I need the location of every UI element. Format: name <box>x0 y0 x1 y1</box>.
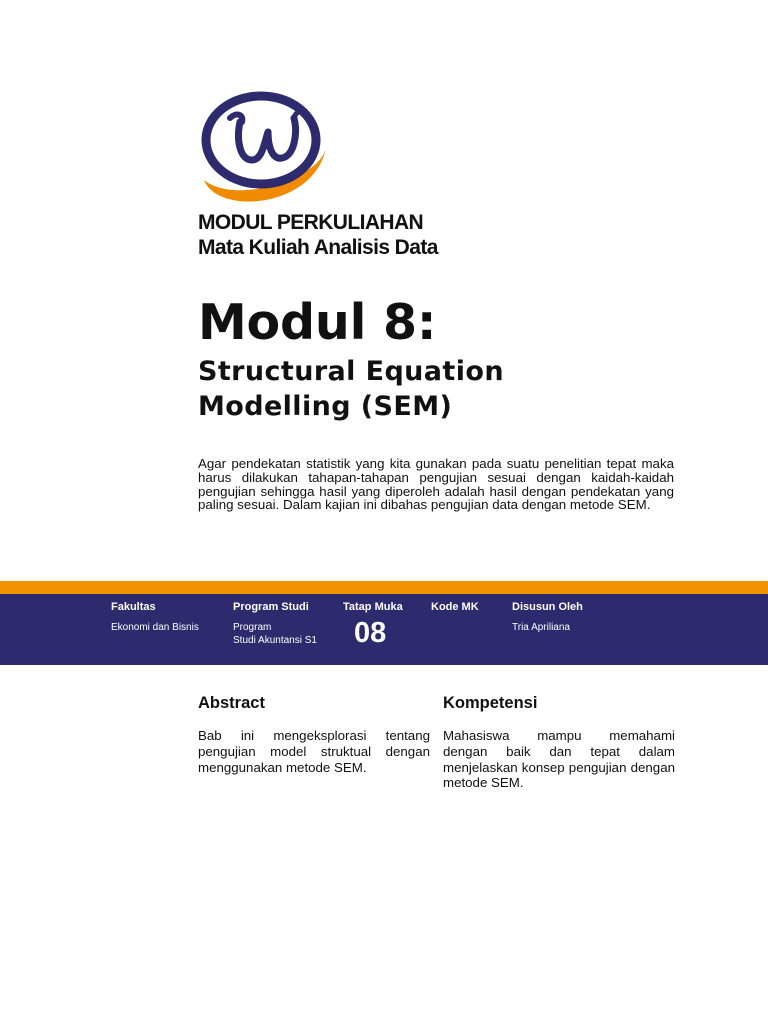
tatap-muka-value: 08 <box>354 617 387 649</box>
module-subtitle-line2: Modelling (SEM) <box>198 391 453 422</box>
course-info-band <box>0 594 768 665</box>
fakultas-label: Fakultas <box>111 601 156 613</box>
modul-perkuliahan-label: MODUL PERKULIAHAN <box>198 211 424 234</box>
module-subtitle <box>198 354 578 424</box>
university-logo <box>196 88 330 206</box>
tatap-muka-column <box>343 600 403 649</box>
disusun-oleh-value: Tria Apriliana <box>512 622 570 633</box>
module-number-title: Modul 8: <box>198 294 437 351</box>
kode-mk-label: Kode MK <box>431 601 479 613</box>
tatap-muka-label: Tatap Muka <box>343 601 403 613</box>
abstract-body: Bab ini mengeksplorasi tentang pengujian model struktual dengan menggunakan metode SEM. <box>198 728 430 775</box>
prodi-value-line1: Program <box>233 622 272 633</box>
prodi-column <box>233 600 317 647</box>
kompetensi-heading: Kompetensi <box>443 694 538 712</box>
fakultas-value: Ekonomi dan Bisnis <box>111 622 199 633</box>
prodi-value-line2: Studi Akuntansi S1 <box>233 635 317 646</box>
kompetensi-body: Mahasiswa mampu memahami dengan baik dan tepat dalam menjelaskan konsep pengujian dengan metode SEM. <box>443 728 675 791</box>
disusun-oleh-column <box>512 600 583 634</box>
disusun-oleh-label: Disusun Oleh <box>512 601 583 613</box>
prodi-label: Program Studi <box>233 601 309 613</box>
fakultas-column <box>111 600 199 634</box>
kode-mk-column <box>431 600 479 621</box>
abstract-heading: Abstract <box>198 694 265 712</box>
course-name: Mata Kuliah Analisis Data <box>198 236 438 259</box>
course-header <box>198 210 438 260</box>
orange-divider <box>0 581 768 594</box>
module-intro-paragraph: Agar pendekatan statistik yang kita gunakan pada suatu penelitian tepat maka harus dilakukan tahapan-tahapan pengujian sesuai dengan kaidah-kaidah pengujian sehingga hasil yang diperoleh adalah hasil dengan pendekatan yang paling sesuai. Dalam kajian ini dibahas pengujian data dengan metode SEM. <box>198 456 674 513</box>
module-subtitle-line1: Structural Equation <box>198 356 504 387</box>
